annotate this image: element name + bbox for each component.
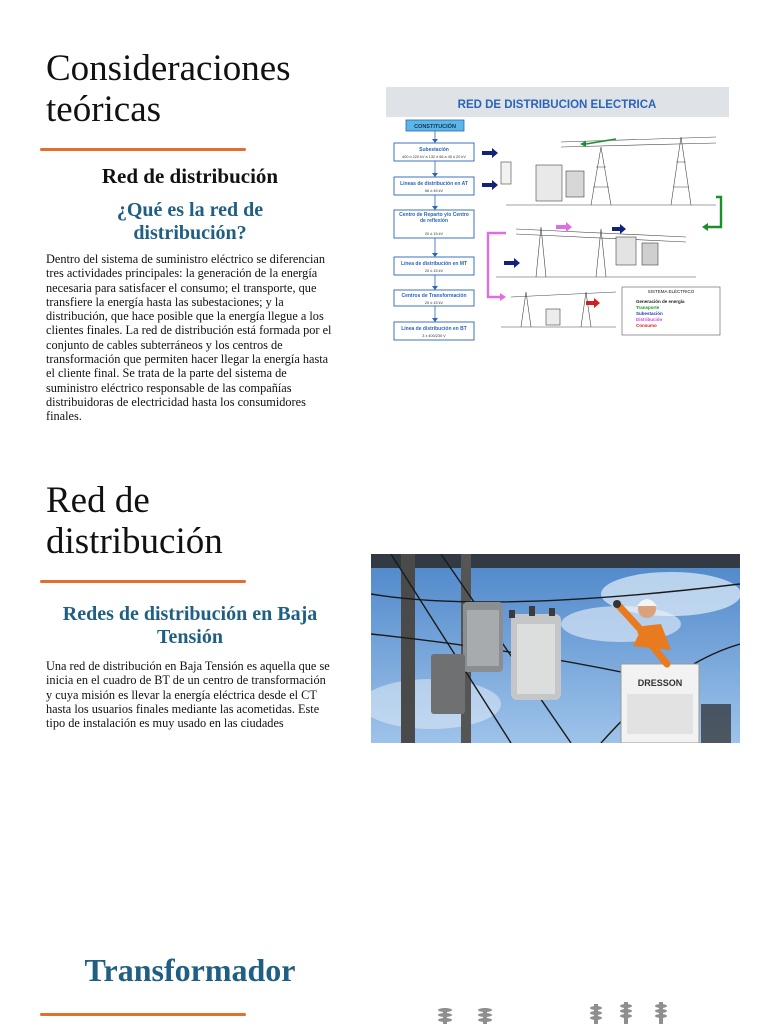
section2-title-line2: distribución	[46, 521, 223, 562]
diagram-step	[394, 257, 474, 275]
svg-text:Centros de Transformación: Centros de Transformación	[401, 293, 467, 299]
legend-item: Transporte	[636, 305, 660, 310]
diagram-title: RED DE DISTRIBUCION ELECTRICA	[457, 99, 657, 111]
legend-item: Consumo	[636, 323, 657, 328]
diagram-legend	[622, 287, 720, 335]
svg-text:20 ó 15 kV: 20 ó 15 kV	[424, 269, 444, 273]
svg-text:Lineas de distribución en AT: Lineas de distribución en AT	[400, 181, 468, 187]
diagram-step	[394, 290, 474, 306]
section2-question: Redes de distribución en Baja Tensión	[62, 603, 318, 648]
svg-text:66 ó 45 kV: 66 ó 45 kV	[424, 189, 444, 193]
legend-item: Subestación	[636, 311, 663, 316]
diagram-step	[394, 322, 474, 340]
section2-divider	[40, 580, 246, 583]
distribution-diagram	[386, 87, 729, 343]
section1-divider	[40, 148, 246, 151]
diagram-step: Centro de Reparto y/o Centro de reflexión 20 ó 15 kV	[394, 210, 474, 238]
section2-title	[46, 480, 223, 562]
section1-title-line2: teóricas	[46, 89, 162, 130]
bucket-logo-text: DRESSON	[637, 678, 683, 688]
section3-title: Transformador	[84, 952, 296, 988]
section1-subtitle: Red de distribución	[101, 164, 279, 188]
svg-text:SISTEMA ELÉCTRICO: SISTEMA ELÉCTRICO	[647, 289, 695, 294]
section2-paragraph: Una red de distribución en Baja Tensión es aquella que se inicia en el cuadro de BT de un centro de transformación y cuya misión es llevar la energía eléctrica desde el CT hasta los usuarios finales mediante las acometidas. Este tipo de instalación es muy usado en las ciudades	[46, 659, 330, 731]
svg-text:3 x 400/230 V: 3 x 400/230 V	[422, 334, 446, 338]
svg-text:Línea de distribución en MT: Línea de distribución en MT	[400, 261, 468, 267]
svg-text:20 ó 15 kV: 20 ó 15 kV	[424, 232, 444, 236]
section1-title	[46, 48, 291, 130]
transformer-photo	[386, 996, 731, 1024]
distribution-diagram-svg	[386, 87, 729, 343]
section1-question: ¿Qué es la red de distribución?	[116, 199, 264, 244]
svg-text:20 ó 15 kV: 20 ó 15 kV	[424, 301, 444, 305]
lineman-photo	[371, 554, 740, 743]
svg-text:Línea de distribución en BT: Línea de distribución en BT	[401, 326, 467, 332]
legend-item: Distribución	[636, 317, 663, 322]
diagram-header-box: CONSTITUCIÓN	[414, 124, 456, 130]
svg-text:Subestación: Subestación	[419, 147, 449, 153]
svg-text:400 ó 220 kV a 132 ó 66 a 45 ó: 400 ó 220 kV a 132 ó 66 a 45 ó 20 kV	[402, 155, 466, 159]
diagram-step	[394, 177, 474, 195]
diagram-step	[394, 143, 474, 161]
section2-title-line1: Red de	[46, 480, 150, 521]
legend-item: Generación de energía	[636, 299, 685, 304]
section1-title-line1: Consideraciones	[46, 48, 291, 89]
section1-paragraph: Dentro del sistema de suministro eléctrico se diferencian tres actividades principales: la generación de la energía necesaria para satisfacer el consumo; el transporte, que transfiere la energía hasta las subestaciones; y la distribución, que hace posible que la energía llegue a los clientes finales. La red de distribución está formada por el conjunto de cables subterráneos y los centros de transformación que permiten hacer llegar la energía hasta el cliente final. Se trata de la parte del sistema de suministro eléctrico responsable de las compañías distribuidoras de electricidad hasta los consumidores finales.	[46, 252, 332, 424]
section3-divider	[40, 1013, 246, 1016]
